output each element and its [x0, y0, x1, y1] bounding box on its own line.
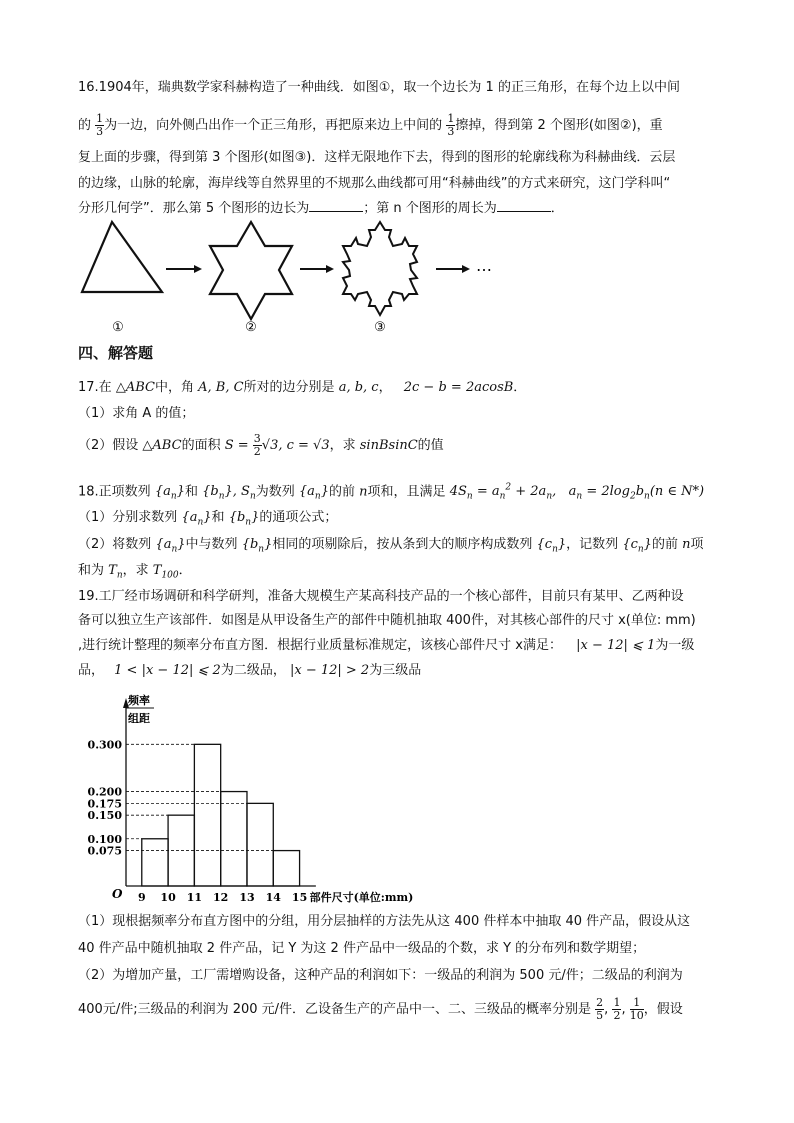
- arrow-head-icon: [462, 265, 470, 273]
- y-axis-label: 组距: [128, 712, 150, 725]
- figure-label-1: ①: [112, 320, 124, 335]
- triangle-abc: △ABC: [115, 380, 155, 395]
- figure-label-3: ③: [374, 320, 386, 335]
- q16-text: 的: [78, 118, 92, 133]
- q17-part2: [78, 433, 444, 458]
- q17-text: 的值: [417, 438, 444, 453]
- sides: a, b, c: [338, 380, 379, 395]
- origin-label: O: [112, 887, 123, 901]
- probability-fraction: $\frac{1}{10}$: [629, 996, 644, 1022]
- x-tick-label: 11: [186, 891, 203, 904]
- fraction-one-third: $\frac{1}{3}$: [447, 112, 455, 138]
- q19-line3: [78, 636, 694, 656]
- q18-text: ，求: [122, 563, 149, 578]
- q17-text: 所对的边分别是: [243, 380, 335, 395]
- triangle-abc: △ABC: [142, 438, 182, 453]
- q16-text: ．: [550, 201, 564, 216]
- q16-text: ；第 n 个图形的周长为: [363, 201, 497, 216]
- condition-grade-2: 1 < |x − 12| ⩽ 2: [114, 663, 221, 678]
- answer-blank[interactable]: [309, 199, 363, 212]
- q17-text: ．: [513, 380, 527, 395]
- q18-text: 为数列: [255, 484, 295, 500]
- q19-text: 为一级: [655, 638, 695, 653]
- q17-text: ，: [378, 380, 392, 395]
- q16-text: 为一边，向外侧凸出作一个正三角形，再把原来边上中间的: [104, 118, 443, 133]
- var-n: n: [359, 484, 368, 500]
- y-tick-label: 0.300: [87, 738, 122, 752]
- koch-figure-3: [343, 222, 417, 315]
- q19-text: ，假设: [643, 1002, 683, 1017]
- q18-text: 和: [211, 510, 225, 525]
- q18-text: 和为: [78, 563, 105, 578]
- seq-b: $\{b_n\}$, $S_n$: [202, 484, 256, 502]
- q18-text: （2）将数列: [78, 537, 152, 552]
- q18-text: 的前: [651, 537, 678, 552]
- q16-text: 分形几何学”．那么第 5 个图形的边长为: [78, 201, 310, 216]
- seq-a: $\{a_n\}$: [154, 484, 185, 502]
- q18-line4: [78, 561, 192, 586]
- q19-text: 为二级品，: [220, 663, 286, 678]
- frequency-histogram: [70, 690, 450, 910]
- q19-part1a: （1）现根据频率分布直方图中的分组，用分层抽样的方法先从这 400 件样本中抽取 40 件产品，假设从这: [78, 914, 691, 929]
- condition: $4S_n = a_n^2 + 2a_n$, $a_n = 2\log_2b_n(n$ ∈ N*): [449, 483, 705, 502]
- koch-figures: [70, 212, 520, 337]
- x-tick-label: 12: [213, 891, 229, 904]
- condition-grade-1: |x − 12| ⩽ 1: [576, 638, 656, 653]
- q18-text: 相同的项剔除后，按从条到大的顺序构成数列: [272, 537, 533, 552]
- q17-line1: [78, 378, 526, 398]
- angles: A, B, C: [198, 380, 244, 395]
- q18-text: 中与数列: [185, 537, 238, 552]
- q17-text: 中，角: [154, 380, 194, 395]
- q17-text: 17.在: [78, 380, 112, 395]
- q17-text: （2）假设: [78, 438, 139, 453]
- q17-text: 的面积: [181, 438, 221, 453]
- figure-label-2: ②: [245, 320, 257, 335]
- fraction-one-third: $\frac{1}{3}$: [96, 112, 104, 138]
- arrow-head-icon: [194, 265, 202, 273]
- q18-text: 项和，且满足: [367, 484, 446, 500]
- q19-part1b: 40 件产品中随机抽取 2 件产品，记 Y 为这 2 件产品中一级品的个数，求 Y 的分布列和数学期望；: [78, 941, 646, 956]
- q19-text: 400元/件;三级品的利润为 200 元/件．乙设备生产的产品中一、二、三级品的概率分别是: [78, 1002, 592, 1017]
- histogram-bar: [194, 744, 220, 886]
- x-tick-label: 15: [291, 891, 308, 904]
- q18-text: ．: [178, 563, 192, 578]
- x-tick-label: 9: [137, 891, 146, 904]
- seq-a: $\{a_n\}$: [181, 510, 212, 528]
- q18-text: 的前: [329, 484, 356, 500]
- area-rest: √3, c = √3: [261, 438, 330, 453]
- q19-text: 品，: [78, 663, 105, 678]
- x-tick-label: 14: [265, 891, 281, 904]
- y-tick-label: 0.100: [87, 832, 122, 846]
- seq-b: $\{b_n\}$: [228, 510, 260, 528]
- answer-blank[interactable]: [497, 199, 551, 212]
- koch-figure-1: [82, 222, 162, 292]
- q18-text: 项: [690, 537, 704, 552]
- sum-t: $T_n$: [108, 563, 123, 581]
- seq-c: $\{c_n\}$: [622, 537, 652, 555]
- q18-part1: [78, 508, 337, 533]
- koch-figure-2: [210, 222, 292, 319]
- x-tick-label: 13: [239, 891, 255, 904]
- section-heading: 四、解答题: [78, 344, 154, 362]
- y-tick-label: 0.150: [87, 809, 122, 823]
- q17-part1: （1）求角 A 的值；: [78, 406, 195, 421]
- y-tick-label: 0.075: [87, 844, 122, 858]
- q19-part2b: 400元/件;三级品的利润为 200 元/件．乙设备生产的产品中一、二、三级品的概率分别是 $\frac{2}{5}$ , $\frac{1}{2}$ , $\frac{1}{10}$ ，假设: [78, 996, 683, 1022]
- probability-fraction: $\frac{1}{2}$: [613, 996, 621, 1022]
- q18-text: （1）分别求数列: [78, 510, 178, 525]
- target-expression: sinBsinC: [359, 438, 418, 453]
- q16-line2: [78, 113, 663, 138]
- area-lhs: S =: [224, 438, 249, 453]
- x-axis-label: 部件尺寸(单位:mm): [309, 891, 414, 904]
- equation: 2c − b = 2acosB: [403, 380, 514, 395]
- seq-a: $\{a_n\}$: [298, 484, 329, 502]
- q18-part2: [78, 535, 704, 560]
- q19-text: ,进行统计整理的频率分布直方图．根据行业质量标准规定，该核心部件尺寸 x满足：: [78, 638, 562, 653]
- condition-grade-3: |x − 12| > 2: [289, 663, 370, 678]
- q18-line1: [78, 478, 704, 507]
- arrow-head-icon: [326, 265, 334, 273]
- x-tick-label: 10: [160, 891, 176, 904]
- y-axis-label: 频率: [128, 694, 150, 707]
- seq-c: $\{c_n\}$: [536, 537, 567, 555]
- q19-line2: 备可以独立生产该部件．如图是从甲设备生产的部件中随机抽取 400件，对其核心部件的尺寸 x(单位: mm): [78, 613, 696, 628]
- q16-line1: 16.1904年，瑞典数学家科赫构造了一种曲线．如图①，取一个边长为 1 的正三角形，在每个边上以中间: [78, 80, 680, 95]
- q18-text: ，记数列: [566, 537, 619, 552]
- q19-part2a: （2）为增加产量，工厂需增购设备，这种产品的利润如下：一级品的利润为 500 元/件；二级品的利润为: [78, 968, 683, 983]
- sum-t100: $T_{100}$: [152, 563, 179, 581]
- var-n: n: [682, 537, 691, 552]
- q18-text: 的通项公式；: [259, 510, 338, 525]
- q16-line3: 复上面的步骤，得到第 3 个图形(如图③)．这样无限地作下去，得到的图形的轮廓线称为科赫曲线．云层: [78, 150, 676, 165]
- histogram-bar: [247, 803, 273, 886]
- q19-text: 为三级品: [369, 663, 422, 678]
- q18-text: 18.正项数列: [78, 484, 151, 500]
- q17-text: ，求: [329, 438, 356, 453]
- seq-a: $\{a_n\}$: [155, 537, 186, 555]
- probability-fraction: $\frac{2}{5}$: [596, 996, 604, 1022]
- ellipsis: ⋯: [476, 260, 492, 279]
- q19-line1: 19.工厂经市场调研和科学研判，准备大规模生产某高科技产品的一个核心部件，目前只有某甲、乙两种设: [78, 589, 684, 604]
- q16-text: 擦掉，得到第 2 个图形(如图②)，重: [455, 118, 663, 133]
- seq-b: $\{b_n\}$: [241, 537, 273, 555]
- q19-line4: [78, 661, 421, 681]
- histogram-bar: [142, 839, 168, 886]
- q16-line4: 的边缘，山脉的轮廓，海岸线等自然界里的不规那么曲线都可用“科赫曲线”的方式来研究，这门学科叫“: [78, 176, 671, 191]
- histogram-bar: [221, 792, 247, 886]
- fraction-three-halves: $\frac{3}{2}$: [253, 432, 261, 458]
- q18-text: 和: [184, 484, 198, 500]
- histogram-bar: [273, 851, 299, 886]
- y-tick-label: 0.175: [87, 797, 122, 811]
- y-tick-label: 0.200: [87, 785, 122, 799]
